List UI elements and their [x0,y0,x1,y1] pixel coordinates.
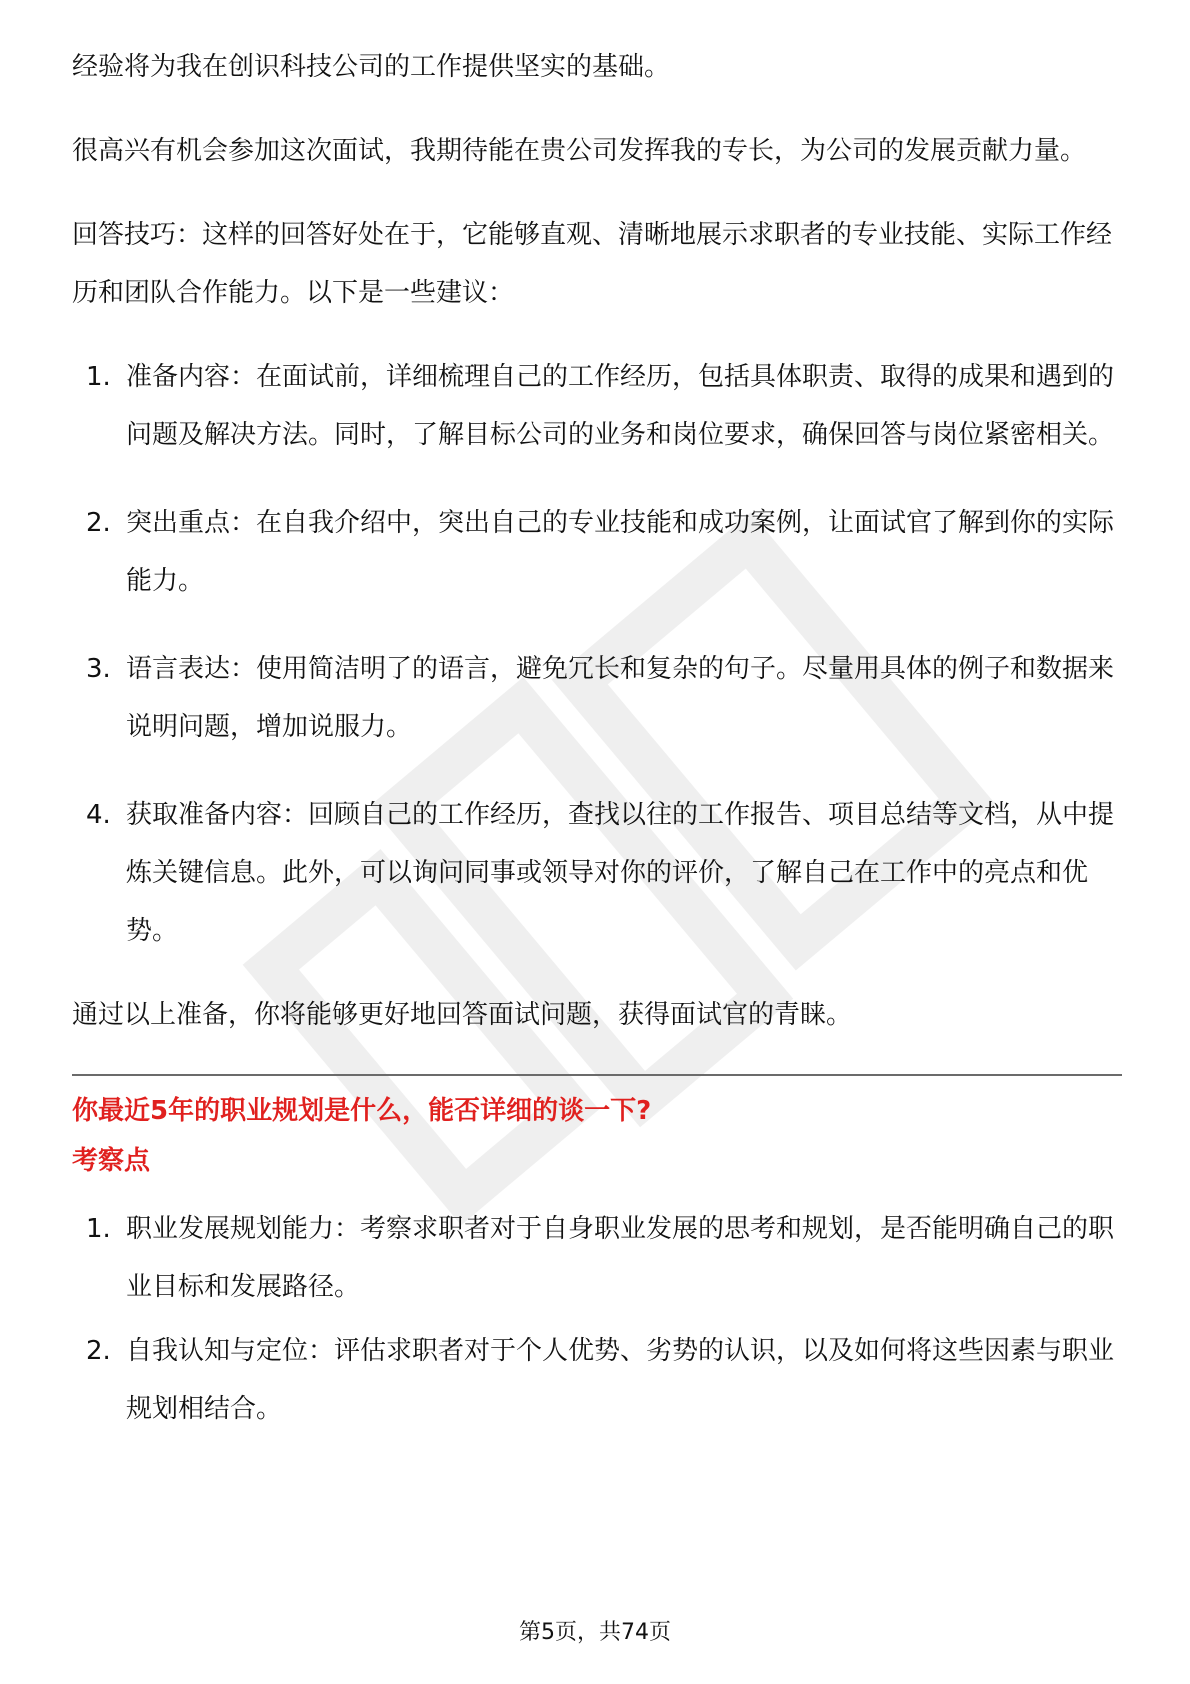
points-list [72,1200,1122,1438]
intro-closing: 很高兴有机会参加这次面试，我期待能在贵公司发挥我的专长，为公司的发展贡献力量。 [72,136,1087,166]
tips-list [72,348,1122,960]
section-divider [72,1074,1122,1076]
tips-summary: 通过以上准备，你将能够更好地回答面试问题，获得面试官的青睐。 [72,1000,853,1030]
list-item: 2. 自我认知与定位：评估求职者对于个人优势、劣势的认识，以及如何将这些因素与职业规划相结合。 [86,1336,1115,1424]
section-label: 考察点 [72,1146,151,1176]
list-item: 1. 职业发展规划能力：考察求职者对于自身职业发展的思考和规划，是否能明确自己的职业目标和发展路径。 [86,1214,1115,1302]
list-item: 3. 语言表达：使用简洁明了的语言，避免冗长和复杂的句子。尽量用具体的例子和数据来说明问题，增加说服力。 [86,654,1115,742]
page-footer: 第5页，共74页 [519,1620,671,1645]
question-title: 你最近5年的职业规划是什么，能否详细的谈一下? [72,1096,652,1126]
main-content [72,38,1122,1438]
list-item: 2. 突出重点：在自我介绍中，突出自己的专业技能和成功案例，让面试官了解到你的实际能力。 [86,508,1115,596]
list-item: 1. 准备内容：在面试前，详细梳理自己的工作经历，包括具体职责、取得的成果和遇到的问题及解决方法。同时，了解目标公司的业务和岗位要求，确保回答与岗位紧密相关。 [86,362,1115,450]
tips-lead: 回答技巧：这样的回答好处在于，它能够直观、清晰地展示求职者的专业技能、实际工作经历和团队合作能力。以下是一些建议： [72,220,1113,308]
intro-line: 经验将为我在创识科技公司的工作提供坚实的基础。 [72,52,671,82]
list-item: 4. 获取准备内容：回顾自己的工作经历，查找以往的工作报告、项目总结等文档，从中提炼关键信息。此外，可以询问同事或领导对你的评价，了解自己在工作中的亮点和优势。 [86,800,1115,946]
